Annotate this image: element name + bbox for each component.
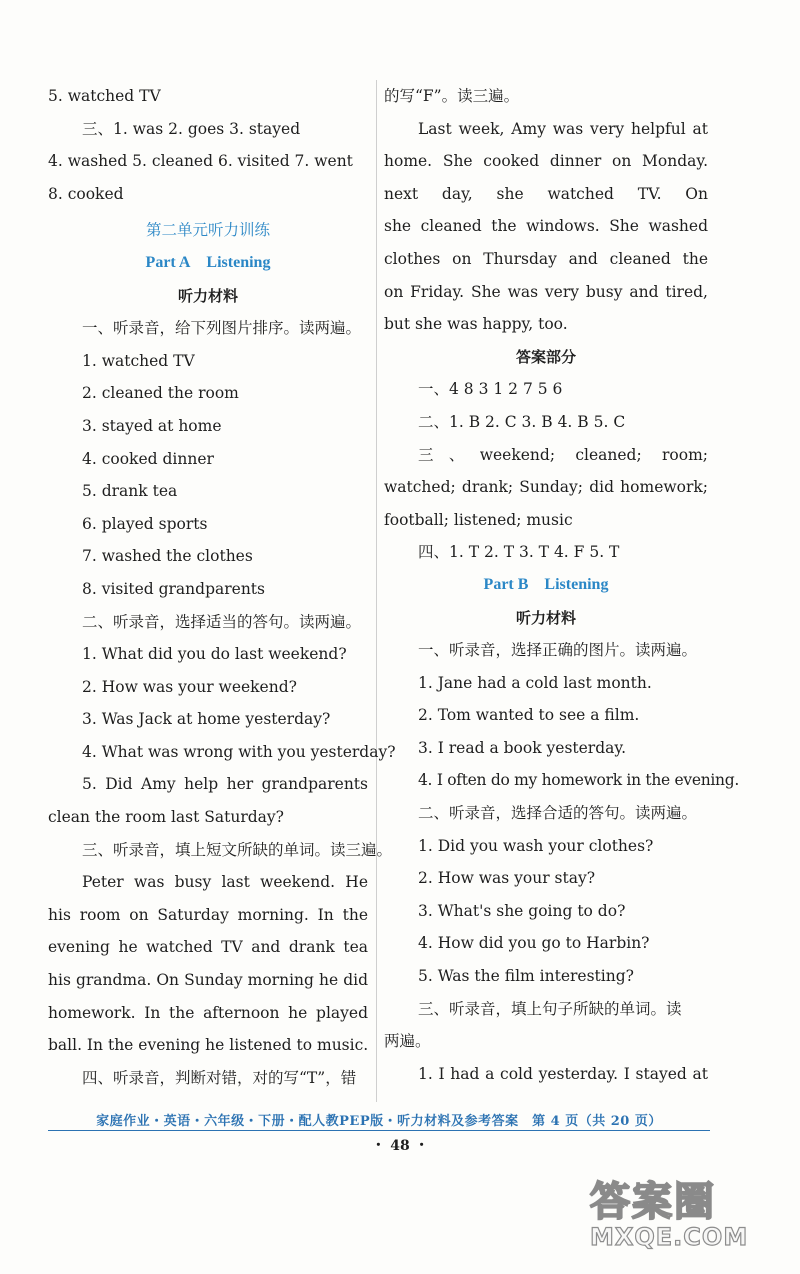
list-item: 1. Jane had a cold last month. bbox=[418, 673, 652, 692]
list-item: 2. cleaned the room bbox=[82, 384, 239, 403]
watermark-bottom-text: MXQE.COM bbox=[590, 1223, 749, 1251]
question-heading-continued: 的写“F”。读三遍。 bbox=[384, 87, 520, 105]
answer-line: football; listened; music bbox=[384, 510, 573, 529]
answer-line: watched; drank; Sunday; did homework; bbox=[384, 478, 708, 497]
list-item: 7. washed the clothes bbox=[82, 547, 253, 566]
answer-line: 一、4 8 3 1 2 7 5 6 bbox=[418, 380, 563, 399]
list-item: 1. watched TV bbox=[82, 351, 195, 370]
unit-title: 第二单元听力训练 bbox=[145, 221, 270, 240]
list-item: 4. cooked dinner bbox=[82, 449, 214, 468]
question-heading: 三、听录音，填上短文所缺的单词。读三遍。 bbox=[82, 840, 393, 859]
left-column bbox=[48, 80, 396, 1094]
question-heading-continued: 两遍。 bbox=[384, 1032, 431, 1051]
question-heading: 二、听录音，选择合适的答句。读两遍。 bbox=[418, 804, 698, 823]
passage-line: ball. In the evening he listened to music. bbox=[48, 1036, 369, 1055]
watermark-top-text: 答案圈 bbox=[590, 1179, 716, 1225]
answer-line: 二、1. B 2. C 3. B 4. B 5. C bbox=[418, 412, 626, 431]
passage-line: Peter was busy last weekend. He bbox=[82, 873, 368, 892]
passage-line: next day, she watched TV. On bbox=[384, 184, 708, 203]
passage-line: home. She cooked dinner on Monday. bbox=[384, 152, 708, 171]
passage-line: Last week, Amy was very helpful at bbox=[418, 119, 708, 138]
list-item: 2. How was your stay? bbox=[418, 869, 596, 888]
list-item: 5. Was the film interesting? bbox=[418, 967, 634, 986]
list-item: 3. What's she going to do? bbox=[418, 901, 626, 920]
part-a-heading bbox=[48, 247, 368, 280]
passage-line: on Friday. She was very busy and tired, bbox=[384, 282, 708, 301]
list-item: 1. Did you wash your clothes? bbox=[418, 836, 654, 855]
list-item: 1. What did you do last weekend? bbox=[82, 645, 347, 664]
passage-line: but she was happy, too. bbox=[384, 315, 568, 334]
passage-line: his room on Saturday morning. In the bbox=[48, 905, 368, 924]
list-item: 4. I often do my homework in the evening. bbox=[418, 771, 739, 790]
question-heading: 二、听录音，选择适当的答句。读两遍。 bbox=[82, 612, 362, 631]
answer-line: 三、1. was 2. goes 3. stayed bbox=[82, 119, 301, 138]
list-item: 8. visited grandparents bbox=[82, 579, 265, 598]
list-item: 6. played sports bbox=[82, 514, 208, 533]
part-a-word: Listening bbox=[206, 253, 271, 271]
part-b-heading bbox=[384, 569, 708, 602]
list-item: 1. I had a cold yesterday. I stayed at bbox=[418, 1064, 708, 1083]
answer-line: 5. watched TV bbox=[48, 87, 161, 105]
question-heading: 四、听录音，判断对错，对的写“T”，错 bbox=[82, 1068, 357, 1087]
page-footer: 家庭作业・英语・六年级・下册・配人教PEP版・听力材料及参考答案 第 4 页（共 20 页） bbox=[96, 1114, 662, 1129]
page-number: ・ 48 ・ bbox=[371, 1138, 429, 1154]
answer-line: 4. washed 5. cleaned 6. visited 7. went bbox=[48, 152, 353, 171]
list-item: 3. stayed at home bbox=[82, 416, 222, 435]
column-divider bbox=[376, 80, 377, 1102]
list-item: 5. Did Amy help her grandparents bbox=[82, 775, 368, 794]
list-item: 3. I read a book yesterday. bbox=[418, 738, 626, 757]
passage-line: homework. In the afternoon he played bbox=[48, 1003, 368, 1022]
watermark-logo bbox=[590, 1170, 790, 1270]
question-heading: 三、听录音，填上句子所缺的单词。读 bbox=[418, 999, 682, 1018]
right-column bbox=[384, 80, 739, 1090]
answer-line: 8. cooked bbox=[48, 184, 124, 203]
list-item: 2. How was your weekend? bbox=[82, 677, 297, 696]
list-item: 4. What was wrong with you yesterday? bbox=[82, 742, 396, 761]
part-b-word: Listening bbox=[544, 575, 609, 593]
question-heading: 一、听录音，给下列图片排序。读两遍。 bbox=[82, 319, 362, 338]
answer-line: 三、weekend; cleaned; room; bbox=[418, 445, 708, 464]
list-item-continued: clean the room last Saturday? bbox=[48, 808, 284, 827]
material-heading: 听力材料 bbox=[177, 286, 238, 305]
passage-line: she cleaned the windows. She washed bbox=[384, 217, 708, 236]
answers-heading: 答案部分 bbox=[515, 347, 576, 366]
part-a-label: Part A bbox=[145, 253, 191, 271]
list-item: 3. Was Jack at home yesterday? bbox=[82, 710, 331, 729]
list-item: 5. drank tea bbox=[82, 482, 178, 501]
passage-line: clothes on Thursday and cleaned the bbox=[384, 249, 708, 268]
passage-line: evening he watched TV and drank tea bbox=[48, 938, 368, 957]
part-b-label: Part B bbox=[483, 575, 529, 593]
list-item: 2. Tom wanted to see a film. bbox=[418, 706, 640, 725]
question-heading: 一、听录音，选择正确的图片。读两遍。 bbox=[418, 641, 698, 660]
footer-rule bbox=[48, 1130, 710, 1131]
passage-line: his grandma. On Sunday morning he did bbox=[48, 971, 368, 990]
answer-line: 四、1. T 2. T 3. T 4. F 5. T bbox=[418, 543, 620, 562]
list-item: 4. How did you go to Harbin? bbox=[418, 934, 650, 953]
material-heading: 听力材料 bbox=[515, 608, 576, 627]
